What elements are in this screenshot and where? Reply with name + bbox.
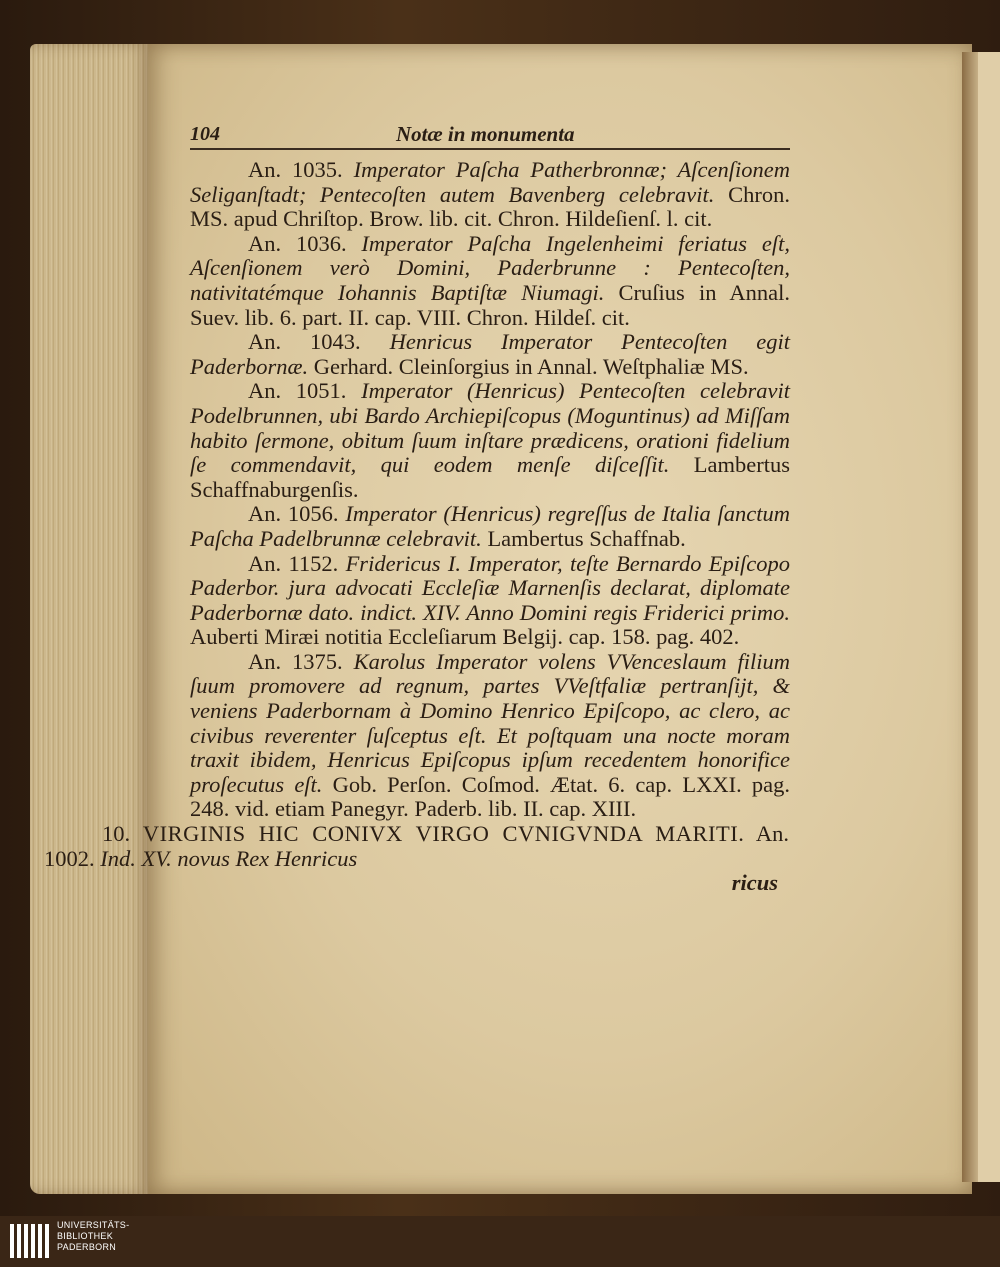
entry-year: An. 1056. xyxy=(248,501,339,527)
annal-entry xyxy=(190,552,790,650)
entry-source: Lambertus Schaffnaburgenſis. xyxy=(190,452,791,502)
running-head xyxy=(190,118,790,150)
entry-text: Karolus Imperator volens VVenceslaum filium ſuum promovere ad regnum, partes VVeſtfaliæ pertranſijt, & veniens Paderbornam à Domino Henrico Epiſcopo, ac clero, ac civibus reverenter ſuſceptus eſt. Et poſtquam una nocte moram traxit ibidem, Henricus Epiſcopus ipſum recedentem honorifice proſecutus eſt. xyxy=(190,648,791,797)
annal-entry xyxy=(190,650,790,822)
logo-line-2: BIBLIOTHEK xyxy=(57,1231,114,1241)
annal-entry xyxy=(190,330,790,379)
entry-source: Auberti Miræi notitia Eccleſiarum Belgij. cap. 158. pag. 402. xyxy=(190,624,740,650)
entry-year: An. 1035. xyxy=(248,157,343,182)
annal-entry xyxy=(190,502,790,551)
entry-source: Gob. Perſon. Coſmod. Ætat. 6. cap. LXXI. pag. 248. vid. etiam Panegyr. Paderb. lib. II. cap. XIII. xyxy=(190,771,790,822)
entry-source: Chron. MS. apud Chriſtop. Brow. lib. cit. Chron. Hildeſienſ. l. cit. xyxy=(190,181,790,232)
entries xyxy=(190,158,790,822)
entry-year: An. 1036. xyxy=(248,230,347,256)
entry-year: An. 1152. xyxy=(248,550,339,576)
entry-source: Gerhard. Cleinſorgius in Annal. Weſtphaliæ MS. xyxy=(313,353,749,379)
page-number: 104 xyxy=(190,123,220,145)
entry-year: An. 1043. xyxy=(248,329,361,355)
inscription xyxy=(44,822,789,871)
annal-entry xyxy=(190,232,790,330)
entry-year: An. 1375. xyxy=(248,648,343,674)
entry-text: Henricus Imperator Pentecoſten egit Paderbornæ. xyxy=(190,329,791,379)
footer-bar xyxy=(0,1216,1000,1267)
inscription-number: 10. xyxy=(102,821,131,847)
inscription-year: An. 1002. xyxy=(44,821,789,871)
entry-source: Cruſius in Annal. Suev. lib. 6. part. II. cap. VIII. Chron. Hildeſ. cit. xyxy=(190,279,790,330)
entry-text: Imperator Paſcha Patherbronnæ; Aſcenſionem Seliganſtadt; Pentecoſten autem Bavenberg celebravit. xyxy=(190,157,791,207)
entry-text: Imperator (Henricus) Pentecoſten celebravit Podelbrunnen, ubi Bardo Archiepiſcopus (Moguntinus) ad Miſſam habito ſermone, obitum ſuum inſtare prædicens, orationi fidelium ſe commendavit, qui eodem menſe diſceſſit. xyxy=(190,378,791,478)
entry-year: An. 1051. xyxy=(248,378,347,404)
running-title: Notæ in monumenta xyxy=(396,122,575,146)
inscription-caps: VIRGINIS HIC CONIVX VIRGO CVNIGVNDA MARITI. xyxy=(142,821,745,847)
logo-line-1: UNIVERSITÄTS- xyxy=(57,1220,130,1230)
entry-text: Imperator Paſcha Ingelenheimi feriatus eſt, Aſcenſionem verò Domini, Paderbrunne : Pentecoſten, nativitatémque Iohannis Baptiſtæ Niumagi. xyxy=(190,230,791,305)
logo-line-3: PADERBORN xyxy=(57,1242,117,1252)
text-block xyxy=(44,118,789,896)
annal-entry xyxy=(190,379,790,502)
inscription-italic: Ind. XV. novus Rex Henricus xyxy=(100,845,358,871)
catchword: ricus xyxy=(731,870,778,896)
entry-text: Imperator (Henricus) regreſſus de Italia ſanctum Paſcha Padelbrunnæ celebravit. xyxy=(190,501,791,551)
library-logo-icon xyxy=(10,1224,50,1258)
entry-text: Fridericus I. Imperator, teſte Bernardo Epiſcopo Paderbor. jura advocati Eccleſiæ Marnenſis declarat, diplomate Paderbornæ dato. indict. XIV. Anno Domini regis Friderici primo. xyxy=(190,550,790,625)
annal-entry xyxy=(190,158,790,232)
library-logo-text xyxy=(57,1220,129,1253)
facing-page-edge xyxy=(978,52,1000,1182)
entry-source: Lambertus Schaffnab. xyxy=(487,525,686,551)
